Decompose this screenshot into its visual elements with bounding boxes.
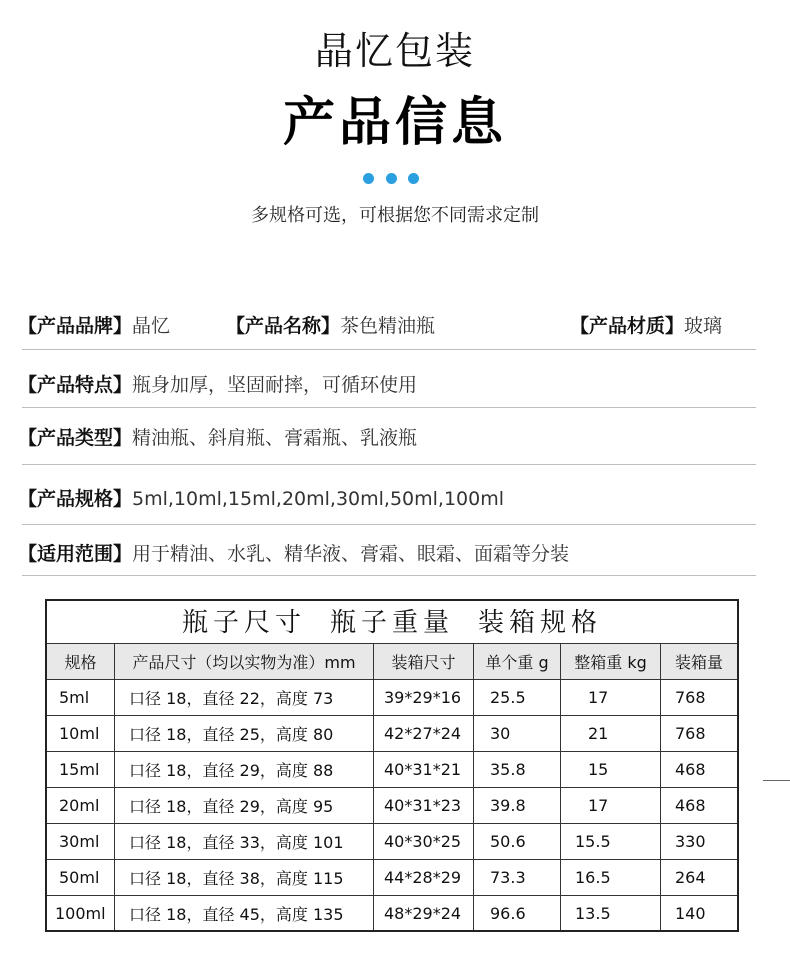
table-cell: 50ml	[47, 860, 115, 895]
table-cell: 30ml	[47, 824, 115, 859]
table-cell: 468	[675, 796, 706, 815]
table-cell: 39*29*16	[374, 680, 474, 715]
name-value: 茶色精油瓶	[340, 315, 436, 337]
table-header-cell: 装箱量	[674, 653, 723, 672]
table-header-cell: 整箱重 kg	[561, 644, 661, 679]
table-cell: 13.5	[561, 896, 661, 930]
info-row-brand	[0, 311, 790, 337]
table-row	[47, 751, 737, 787]
table-title-part: 装箱规格	[478, 608, 603, 638]
table-row	[47, 679, 737, 715]
table-cell: 35.8	[474, 752, 561, 787]
table-cell: 17	[561, 788, 661, 823]
spec-key: 【产品规格】	[18, 488, 133, 510]
table-header-cell: 单个重 g	[474, 644, 561, 679]
table-cell: 100ml	[47, 896, 115, 930]
table-cell: 16.5	[561, 860, 661, 895]
table-cell: 39.8	[474, 788, 561, 823]
table-cell: 口径 18，直径 38，高度 115	[115, 860, 374, 895]
table-cell: 25.5	[474, 680, 561, 715]
dot-icon	[408, 173, 419, 184]
table-cell: 20ml	[47, 788, 115, 823]
type-key: 【产品类型】	[18, 427, 133, 449]
table-cell: 768	[675, 724, 706, 743]
table-cell: 15ml	[47, 752, 115, 787]
table-cell: 73.3	[474, 860, 561, 895]
feature-key: 【产品特点】	[18, 374, 133, 396]
brand-value: 晶忆	[132, 315, 171, 337]
table-cell: 口径 18，直径 33，高度 101	[115, 824, 374, 859]
brand-key: 【产品品牌】	[18, 315, 133, 337]
info-row-type	[0, 423, 790, 449]
scope-key: 【适用范围】	[18, 543, 133, 565]
table-row	[47, 859, 737, 895]
table-cell: 15.5	[561, 824, 661, 859]
table-cell: 口径 18，直径 29，高度 95	[115, 788, 374, 823]
table-cell: 40*30*25	[374, 824, 474, 859]
dots-divider	[363, 173, 423, 185]
table-cell: 40*31*21	[374, 752, 474, 787]
table-row	[47, 715, 737, 751]
material-value: 玻璃	[684, 315, 723, 337]
name-key: 【产品名称】	[226, 315, 341, 337]
table-cell: 口径 18，直径 29，高度 88	[115, 752, 374, 787]
table-cell: 48*29*24	[374, 896, 474, 930]
table-cell: 44*28*29	[374, 860, 474, 895]
info-row-spec	[0, 484, 790, 510]
table-cell: 42*27*24	[374, 716, 474, 751]
table-cell: 口径 18，直径 45，高度 135	[115, 896, 374, 930]
table-title-part: 瓶子重量	[329, 608, 454, 638]
divider	[22, 575, 756, 576]
table-header-cell: 产品尺寸（均以实物为准）mm	[115, 644, 374, 679]
brand-heading: 晶忆包装	[314, 29, 475, 73]
table-cell: 96.6	[474, 896, 561, 930]
table-cell: 30	[474, 716, 561, 751]
divider	[22, 464, 756, 465]
dot-icon	[363, 173, 374, 184]
subtitle: 多规格可选，可根据您不同需求定制	[251, 205, 539, 226]
info-row-feature	[0, 370, 790, 396]
table-cell: 330	[675, 832, 706, 851]
material-key: 【产品材质】	[570, 315, 685, 337]
spec-value: 5ml,10ml,15ml,20ml,30ml,50ml,100ml	[132, 488, 504, 510]
divider	[22, 349, 756, 350]
table-row	[47, 823, 737, 859]
table-cell: 15	[561, 752, 661, 787]
table-cell: 口径 18，直径 25，高度 80	[115, 716, 374, 751]
table-header-cell: 装箱尺寸	[374, 644, 474, 679]
table-cell: 21	[561, 716, 661, 751]
table-header-row	[47, 643, 737, 679]
table-cell: 140	[675, 903, 706, 923]
side-line	[763, 780, 790, 781]
page-title: 产品信息	[282, 93, 507, 153]
table-cell: 50.6	[474, 824, 561, 859]
table-cell: 468	[675, 760, 706, 779]
divider	[22, 407, 756, 408]
feature-value: 瓶身加厚，坚固耐摔，可循环使用	[132, 374, 418, 396]
table-header-cell: 规格	[47, 644, 115, 679]
table-cell: 768	[675, 688, 706, 707]
table-cell: 5ml	[47, 680, 115, 715]
table-title	[47, 601, 737, 643]
table-cell: 口径 18，直径 22，高度 73	[115, 680, 374, 715]
table-row	[47, 895, 737, 930]
table-title-part: 瓶子尺寸	[181, 608, 306, 638]
type-value: 精油瓶、斜肩瓶、膏霜瓶、乳液瓶	[132, 427, 418, 449]
dot-icon	[386, 173, 397, 184]
table-cell: 10ml	[47, 716, 115, 751]
table-row	[47, 787, 737, 823]
info-row-scope	[0, 539, 790, 565]
divider	[22, 524, 756, 525]
spec-table	[45, 599, 739, 932]
table-cell: 264	[675, 868, 706, 887]
table-cell: 40*31*23	[374, 788, 474, 823]
table-cell: 17	[561, 680, 661, 715]
scope-value: 用于精油、水乳、精华液、膏霜、眼霜、面霜等分装	[132, 543, 570, 565]
